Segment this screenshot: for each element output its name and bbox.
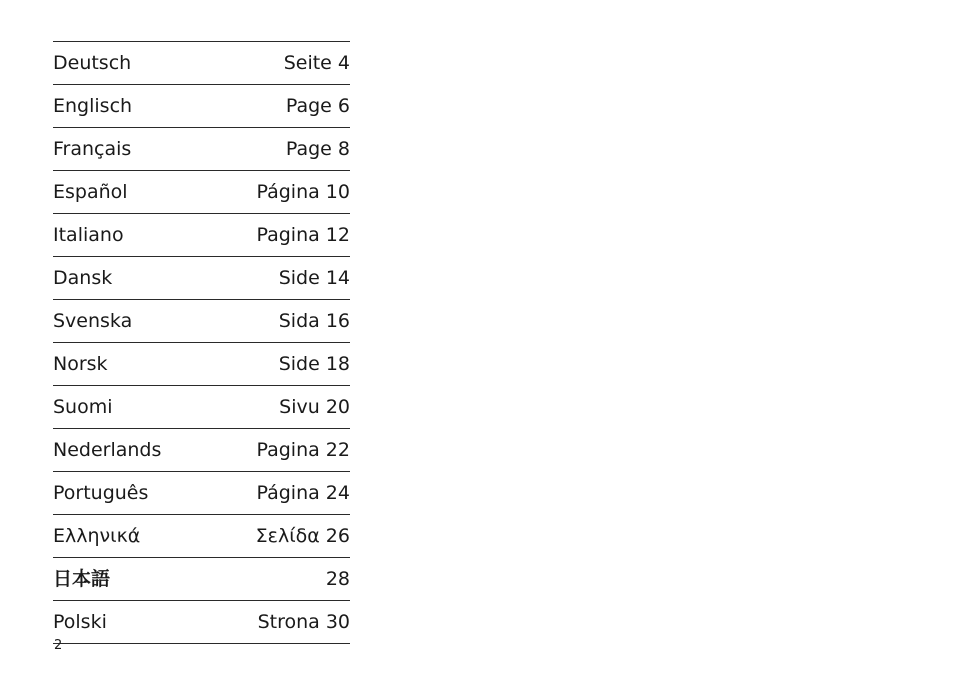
toc-language-label: Français bbox=[53, 138, 132, 160]
toc-row-nederlands bbox=[53, 429, 350, 472]
toc-page-reference: 28 bbox=[325, 568, 350, 590]
toc-language-label: Dansk bbox=[53, 267, 113, 289]
toc-language-label: Português bbox=[53, 482, 149, 504]
toc-row-japanese bbox=[53, 558, 350, 601]
toc-row-svenska bbox=[53, 300, 350, 343]
toc-page-reference: Side 14 bbox=[278, 267, 350, 289]
toc-language-label: Svenska bbox=[53, 310, 133, 332]
toc-page-reference: Página 10 bbox=[256, 181, 350, 203]
table-of-contents bbox=[53, 41, 350, 644]
toc-language-label: Norsk bbox=[53, 353, 108, 375]
toc-row-polski bbox=[53, 601, 350, 644]
toc-row-norsk bbox=[53, 343, 350, 386]
toc-row-deutsch bbox=[53, 42, 350, 85]
toc-row-portugues bbox=[53, 472, 350, 515]
toc-language-label: Polski bbox=[53, 611, 107, 633]
toc-language-label: Deutsch bbox=[53, 52, 132, 74]
page-number: 2 bbox=[54, 638, 63, 653]
toc-row-italiano bbox=[53, 214, 350, 257]
toc-page-reference: Σελίδα 26 bbox=[255, 525, 350, 547]
toc-language-label: Nederlands bbox=[53, 439, 162, 461]
toc-page-reference: Sivu 20 bbox=[279, 396, 350, 418]
toc-row-greek bbox=[53, 515, 350, 558]
toc-page-reference: Page 6 bbox=[285, 95, 350, 117]
toc-language-label: 日本語 bbox=[53, 568, 111, 590]
toc-language-label: Italiano bbox=[53, 224, 124, 246]
toc-row-dansk bbox=[53, 257, 350, 300]
toc-page-reference: Pagina 22 bbox=[256, 439, 350, 461]
toc-language-label: Suomi bbox=[53, 396, 113, 418]
toc-language-label: Englisch bbox=[53, 95, 133, 117]
toc-page-reference: Seite 4 bbox=[283, 52, 350, 74]
toc-page-reference: Side 18 bbox=[278, 353, 350, 375]
toc-row-espanol bbox=[53, 171, 350, 214]
toc-page-reference: Página 24 bbox=[256, 482, 350, 504]
toc-page-reference: Page 8 bbox=[285, 138, 350, 160]
toc-row-francais bbox=[53, 128, 350, 171]
toc-row-englisch bbox=[53, 85, 350, 128]
toc-language-label: Ελληνικά bbox=[53, 525, 141, 547]
toc-page-reference: Pagina 12 bbox=[256, 224, 350, 246]
toc-language-label: Español bbox=[53, 181, 128, 203]
toc-page-reference: Sida 16 bbox=[278, 310, 350, 332]
toc-page-reference: Strona 30 bbox=[257, 611, 350, 633]
toc-row-suomi bbox=[53, 386, 350, 429]
